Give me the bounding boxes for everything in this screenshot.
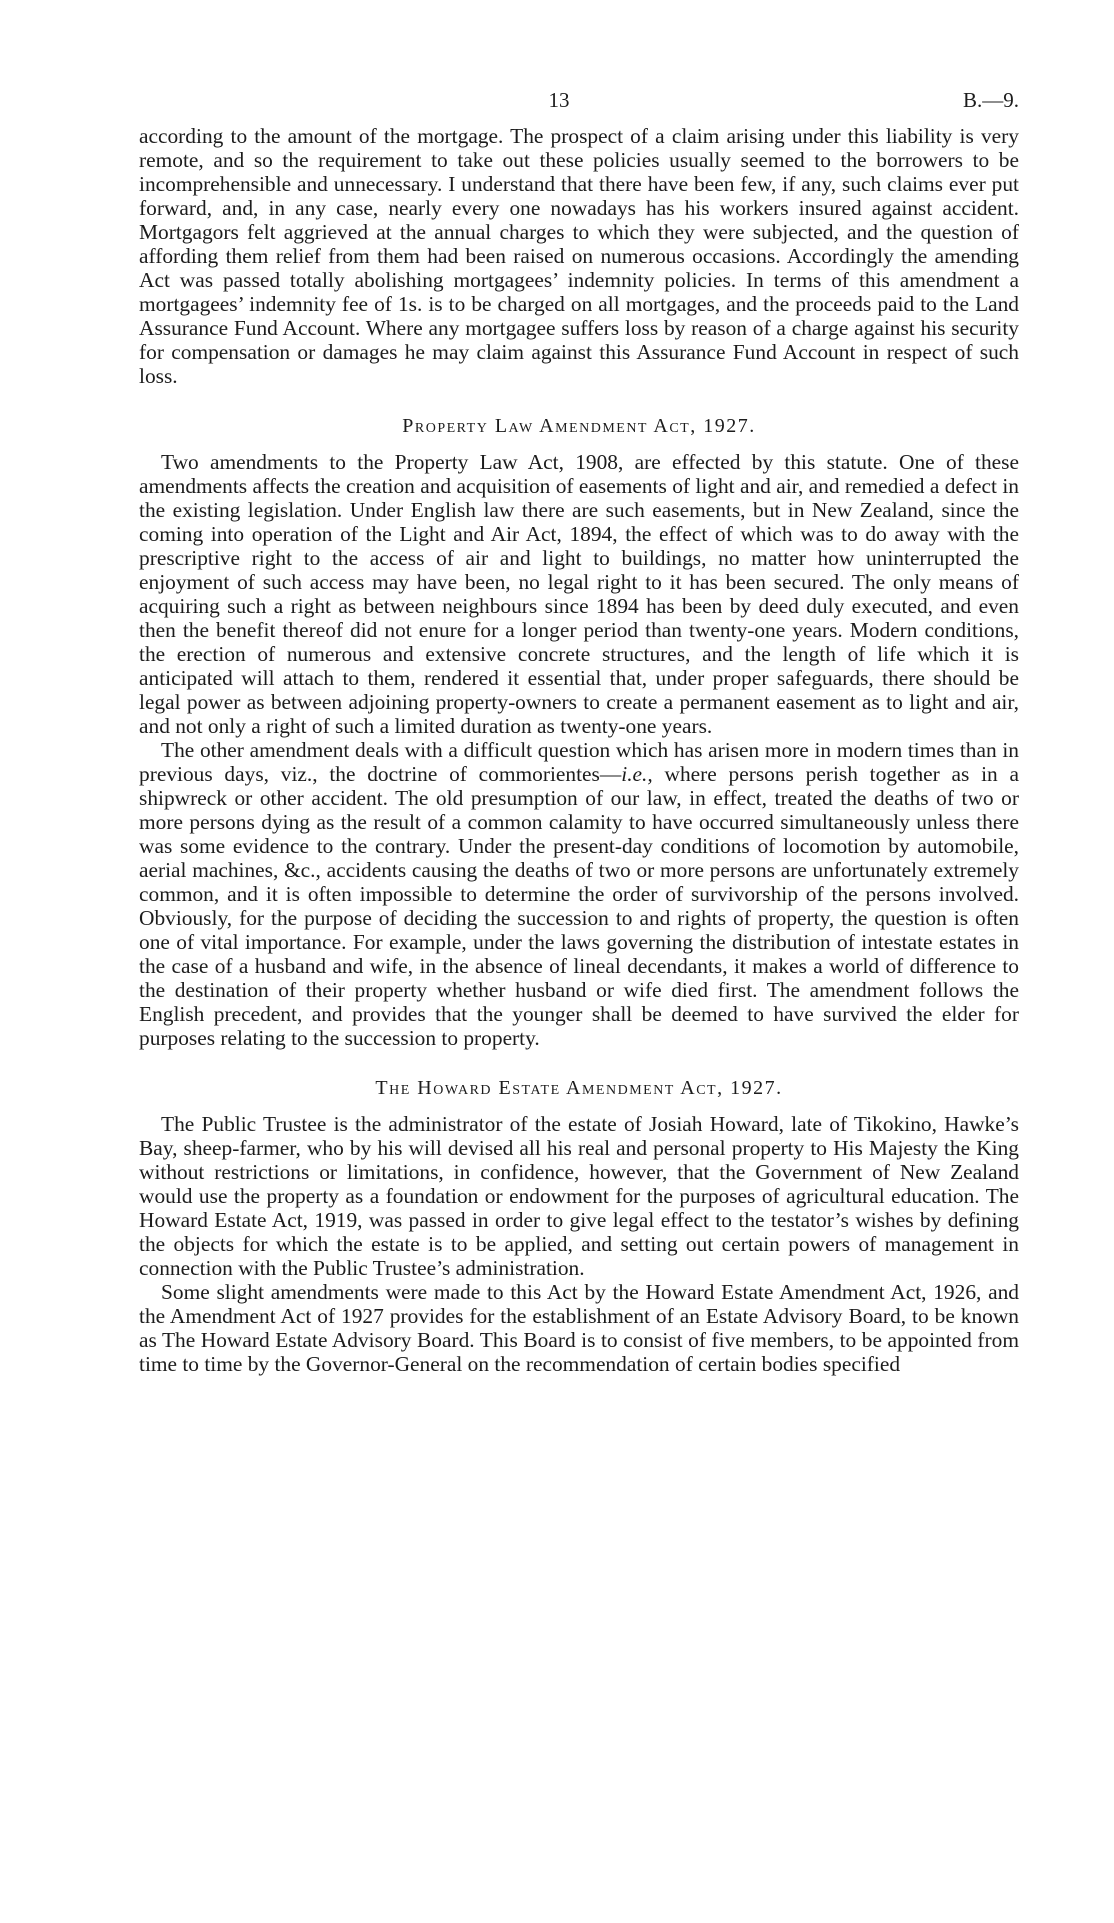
howard-estate-paragraph-2: Some slight amendments were made to this Act by the Howard Estate Amendment Act, 1926, and the Amendment Act of 1927 provides for the establishment of an Estate Advisory Board, to be known as The Howard Estate Advisory Board. This Board is to consist of five members, to be appointed from time to time by the Governor-General on the recommendation of certain bodies specified xyxy=(139,1280,1019,1376)
intro-paragraph: according to the amount of the mortgage. The prospect of a claim arising under this liability is very remote, and so the requirement to take out these policies usually seemed to the borrowers to be incomprehensible and unnecessary. I understand that there have been few, if any, such claims ever put forward, and, in any case, nearly every one nowadays has his workers insured against accident. Mortgagors felt aggrieved at the annual charges to which they were subjected, and the question of affording them relief from them had been raised on numerous occasions. Accordingly the amending Act was passed totally abolishing mortgagees’ indemnity policies. In terms of this amendment a mortgagees’ indemnity fee of 1s. is to be charged on all mortgages, and the proceeds paid to the Land Assurance Fund Account. Where any mortgagee suffers loss by reason of a charge against his security for compensation or damages he may claim against this Assurance Fund Account in respect of such loss. xyxy=(139,124,1019,388)
paragraph-text: where persons perish together as in a shipwreck or other accident. The old presumption of our law, in effect, treated the deaths of two or more persons dying as the result of a common calamity to have occurred simultaneously unless there was some evidence to the contrary. Under the present-day conditions of locomotion by automobile, aerial machines, &c., accidents causing the deaths of two or more persons are unfortunately extremely common, and it is often impossible to determine the order of survivorship of the persons involved. Obviously, for the purpose of deciding the succession to and rights of property, the question is often one of vital importance. For example, under the laws governing the distribution of intestate estates in the case of a husband and wife, in the absence of lineal decendants, it makes a world of difference to the destination of their property whether husband or wife died first. The amendment follows the English precedent, and provides that the younger shall be deemed to have survived the elder for purposes relating to the succession to property. xyxy=(139,762,1019,1050)
page-number: 13 xyxy=(548,88,570,112)
page-reference: B.—9. xyxy=(962,88,1019,112)
italic-ie: i.e., xyxy=(621,762,653,786)
property-law-paragraph-2 xyxy=(139,738,1019,1050)
document-page xyxy=(139,88,1019,1376)
paragraph-text: The other amendment deals with a difficult question which has arisen more in modern times than in previous days, viz., the doctrine of commorientes— xyxy=(139,738,1019,786)
howard-estate-paragraph-1: The Public Trustee is the administrator of the estate of Josiah Howard, late of Tikokino, Hawke’s Bay, sheep-farmer, who by his will devised all his real and personal property to His Majesty the King without restrictions or limitations, in confidence, however, that the Government of New Zealand would use the property as a foundation or endowment for the purposes of agricultural education. The Howard Estate Act, 1919, was passed in order to give legal effect to the testator’s wishes by defining the objects for which the estate is to be applied, and setting out certain powers of management in connection with the Public Trustee’s administration. xyxy=(139,1112,1019,1280)
section-heading-howard-estate: The Howard Estate Amendment Act, 1927. xyxy=(375,1077,783,1099)
section-heading-property-law: Property Law Amendment Act, 1927. xyxy=(402,415,756,437)
property-law-paragraph-1: Two amendments to the Property Law Act, 1908, are effected by this statute. One of these amendments affects the creation and acquisition of easements of light and air, and remedied a defect in the existing legislation. Under English law there are such easements, but in New Zealand, since the coming into operation of the Light and Air Act, 1894, the effect of which was to do away with the prescriptive right to the access of air and light to buildings, no matter how uninterrupted the enjoyment of such access may have been, no legal right to it has been secured. The only means of acquiring such a right as between neighbours since 1894 has been by deed duly executed, and even then the benefit thereof did not enure for a longer period than twenty-one years. Modern conditions, the erection of numerous and extensive concrete structures, and the length of life which it is anticipated will attach to them, rendered it essential that, under proper safeguards, there should be legal power as between adjoining property-owners to create a permanent easement as to light and air, and not only a right of such a limited duration as twenty-one years. xyxy=(139,450,1019,738)
page-header xyxy=(139,88,1019,124)
